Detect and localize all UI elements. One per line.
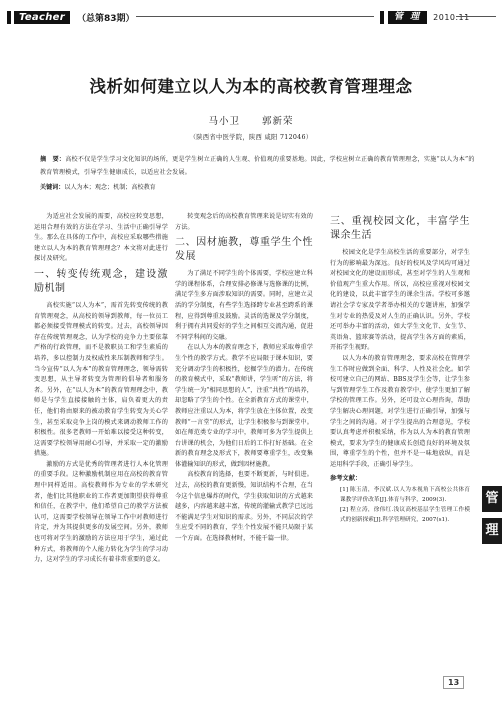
header-bar-icon	[380, 11, 384, 24]
section-label: 管 理	[388, 11, 427, 24]
keywords-text: 以人为本；观念；机制；高校教育	[64, 184, 156, 191]
references-title: 参考文献：	[330, 475, 362, 483]
paragraph: 为适应社会发展的需要，高校应转变思想，运用合理有效的方法在学习、生活中正确引导学生。那么在具体的工作中，高校应采取哪些措施建立以人为本的教育管理理念？本文将对此进行探讨及研究。	[34, 213, 168, 263]
paragraph: 在以人为本的教育理念下，教师应采取尊重学生个性的教学方式。教学不应局限于课本知识，要充分调动学生的积极性，挖掘学生的潜力。在传统的教育模式中，采取“教师讲，学生听”的方法，将学生统一为“相同思想的人”，注重“共性”的培养，却忽略了学生的个性。在全新教育方式的课堂中，教师应注重以人为本，将学生放在主体位置，改变教师“一言堂”的形式，让学生积极参与到课堂中。如在师范类专业的学习中，教师可多为学生提供上台讲课的机会，为他们日后的工作打好基础。在全新的教育理念及形式下，教师要尊重学生，改变集体灌输知识的形式，做到因材施教。	[175, 344, 313, 468]
paragraph: 激励的方式是优秀的管理者进行人本化管理的重要手段。这种激励机制应用在高校的教育管理中同样适用。高校教师作为专业的学术研究者，他们比其他职业的工作者更加期望获得尊重和信任，在教学中，他们希望自己的教学方法被认可，这需要学校领导在领导工作中对教师进行肯定，并为其提供更多的发展空间。另外，教师也可将对学生的激励的方法应用于学生，通过此种方式，将教师的个人能力转化为学生的学习动力，这对学生的学习成长有着非常重要的意义。	[34, 460, 168, 564]
column-2	[175, 212, 313, 545]
side-tab-char: 理	[482, 518, 502, 544]
journal-header-left	[7, 10, 134, 24]
paragraph: 为了满足不同学生的个体需要，学校应建立科学的课程体系，合理安排必修课与选修课的比例，满足学生多方面涉取知识的需要。同时，应建立灵活的学分制度，有些学生选择跨专业甚至跨系的课程，应得到尊重及鼓励。灵活的选课及学分制度，利于拥有共同爱好的学生之间相互交流沟通，促进不同学科间的交融。	[175, 270, 313, 341]
author-name: 马小卫	[208, 116, 240, 127]
column-3	[330, 212, 470, 525]
keywords	[40, 182, 480, 193]
paragraph: 高校实施“以人为本”，需首先转变传统的教育管理观念，从高校的领导到教师，每一位员工都必须接受管理模式的转变。过去，高校领导因存在传统管理观念，认为学校的竞争力主要依靠严格的行政管理，而不是教职员工和学生素质的培养，多以控制力及权威性来压制教师和学生。当今宣传“以人为本”的教育管理理念，领导需转变思想，从主导者转变为管理的倡导者和服务者。另外，在“以人为本”的教育管理理念中，教师是与学生直接接触的主体，肩负着更大的责任，他们将由原来的被动教育学生转变为关心学生，甚至采取竞争上岗的模式来调动教师工作的积极性。很多老教师一开始难以接受这种转变，这需要学校领导用耐心引导，并采取一定的激励措施。	[34, 301, 168, 458]
author-list	[0, 113, 502, 127]
header-rule-left	[136, 16, 374, 17]
paragraph: 转变观念后的高校教育管理来说是切实有效的方法。	[175, 213, 313, 231]
side-tab-char: 管	[482, 486, 502, 512]
issue-date: 2010.11	[433, 12, 470, 22]
section-heading: 二、因材施教，尊重学生个性发展	[175, 237, 313, 263]
abstract-label: 摘 要：	[40, 156, 66, 163]
header-bar-icon	[7, 11, 11, 24]
abstract	[40, 153, 480, 179]
paragraph: 高校教育的选择，也要不断更新，与时俱进。过去，高校的教育更新慢，知识结构不合理，在当今这个信息爆炸的时代，学生获取知识的方式越来越多，内容越来越丰富，传统的灌输式教学已远远不能满足学生对知识的需求。另外，不同层次的学生应受不同的教育，学生个性发展不能只局限于某一个方面。在选择教材时，不能千篇一律。	[175, 471, 313, 543]
author-name: 郭新荣	[262, 116, 294, 127]
section-heading: 三、重视校园文化，丰富学生课余生活	[330, 216, 470, 241]
header-rule-right	[456, 16, 496, 17]
abstract-text: 高校不仅是学生学习文化知识的场所，更是学生树立正确的人生观、价值观的重要基地。因此，学校应树立正确的教育管理理念，实施“以人为本”的教育管理模式，引导学生健康成长，以适应社会发展。	[40, 156, 475, 176]
article-title: 浅析如何建立以人为本的高校教育管理理念	[89, 77, 413, 96]
paragraph: 以人为本的教育管理理念，要求高校在管理学生工作时应做到全面、科学、人性及社会化。如学校可建立自己的网站、BBS及学生会等，让学生参与到管理学生工作及教育教学中，使学生更加了解学校的管理工作。另外，还可设立心理咨询，帮助学生解决心理问题，对学生进行正确引导，加强与学生之间的沟通。对于学生提出的合理意见，学校要认真考虑并积极采纳，作为以人为本的教育管理模式，要求为学生的健康成长创造良好的环境及氛围，尊重学生的个性，但并不是一味地放纵，而是运用科学手段，正确引导学生。	[330, 354, 470, 468]
paragraph: 校园文化是学生高校生活的重要部分，对学生行为的影响最为深远。良好的校风及学风均可通过对校园文化的建设而形成，甚至对学生的人生观和价值观产生重大作用。所以，高校应重视对校园文化的建设，以此丰富学生的课余生活。学校可多邀请社会学专家及学者举办相关的专题讲座，加强学生对专业的热爱及对人生的正确认识。另外，学校还可举办丰富的活动，如大学生文化节、女生节、英语角、篮球赛等活动，提高学生各方面的素质，开拓学生视野。	[330, 249, 470, 352]
keywords-label: 关键词：	[40, 184, 65, 191]
reference-item: [1] 陈玉清，李汉斌.以人为本视角下高校公共体育课教学评价改革[J].体育与科学，2009(3).	[340, 487, 470, 504]
reference-item: [2] 程立涛，徐伟红.浅议高校基层学生管理工作模式的创新探索[J].科学管理研究，2007(s1).	[340, 507, 470, 524]
issue-number: （总第83期）	[76, 13, 135, 24]
journal-logo: Teacher	[14, 11, 70, 24]
section-heading: 一、转变传统观念，建设激励机制	[34, 268, 168, 294]
affiliation: （陕西省中医学院，陕西 咸阳 712046）	[189, 134, 313, 141]
column-1	[34, 212, 168, 566]
journal-header-right	[380, 10, 470, 24]
page-number: 13	[443, 676, 464, 689]
